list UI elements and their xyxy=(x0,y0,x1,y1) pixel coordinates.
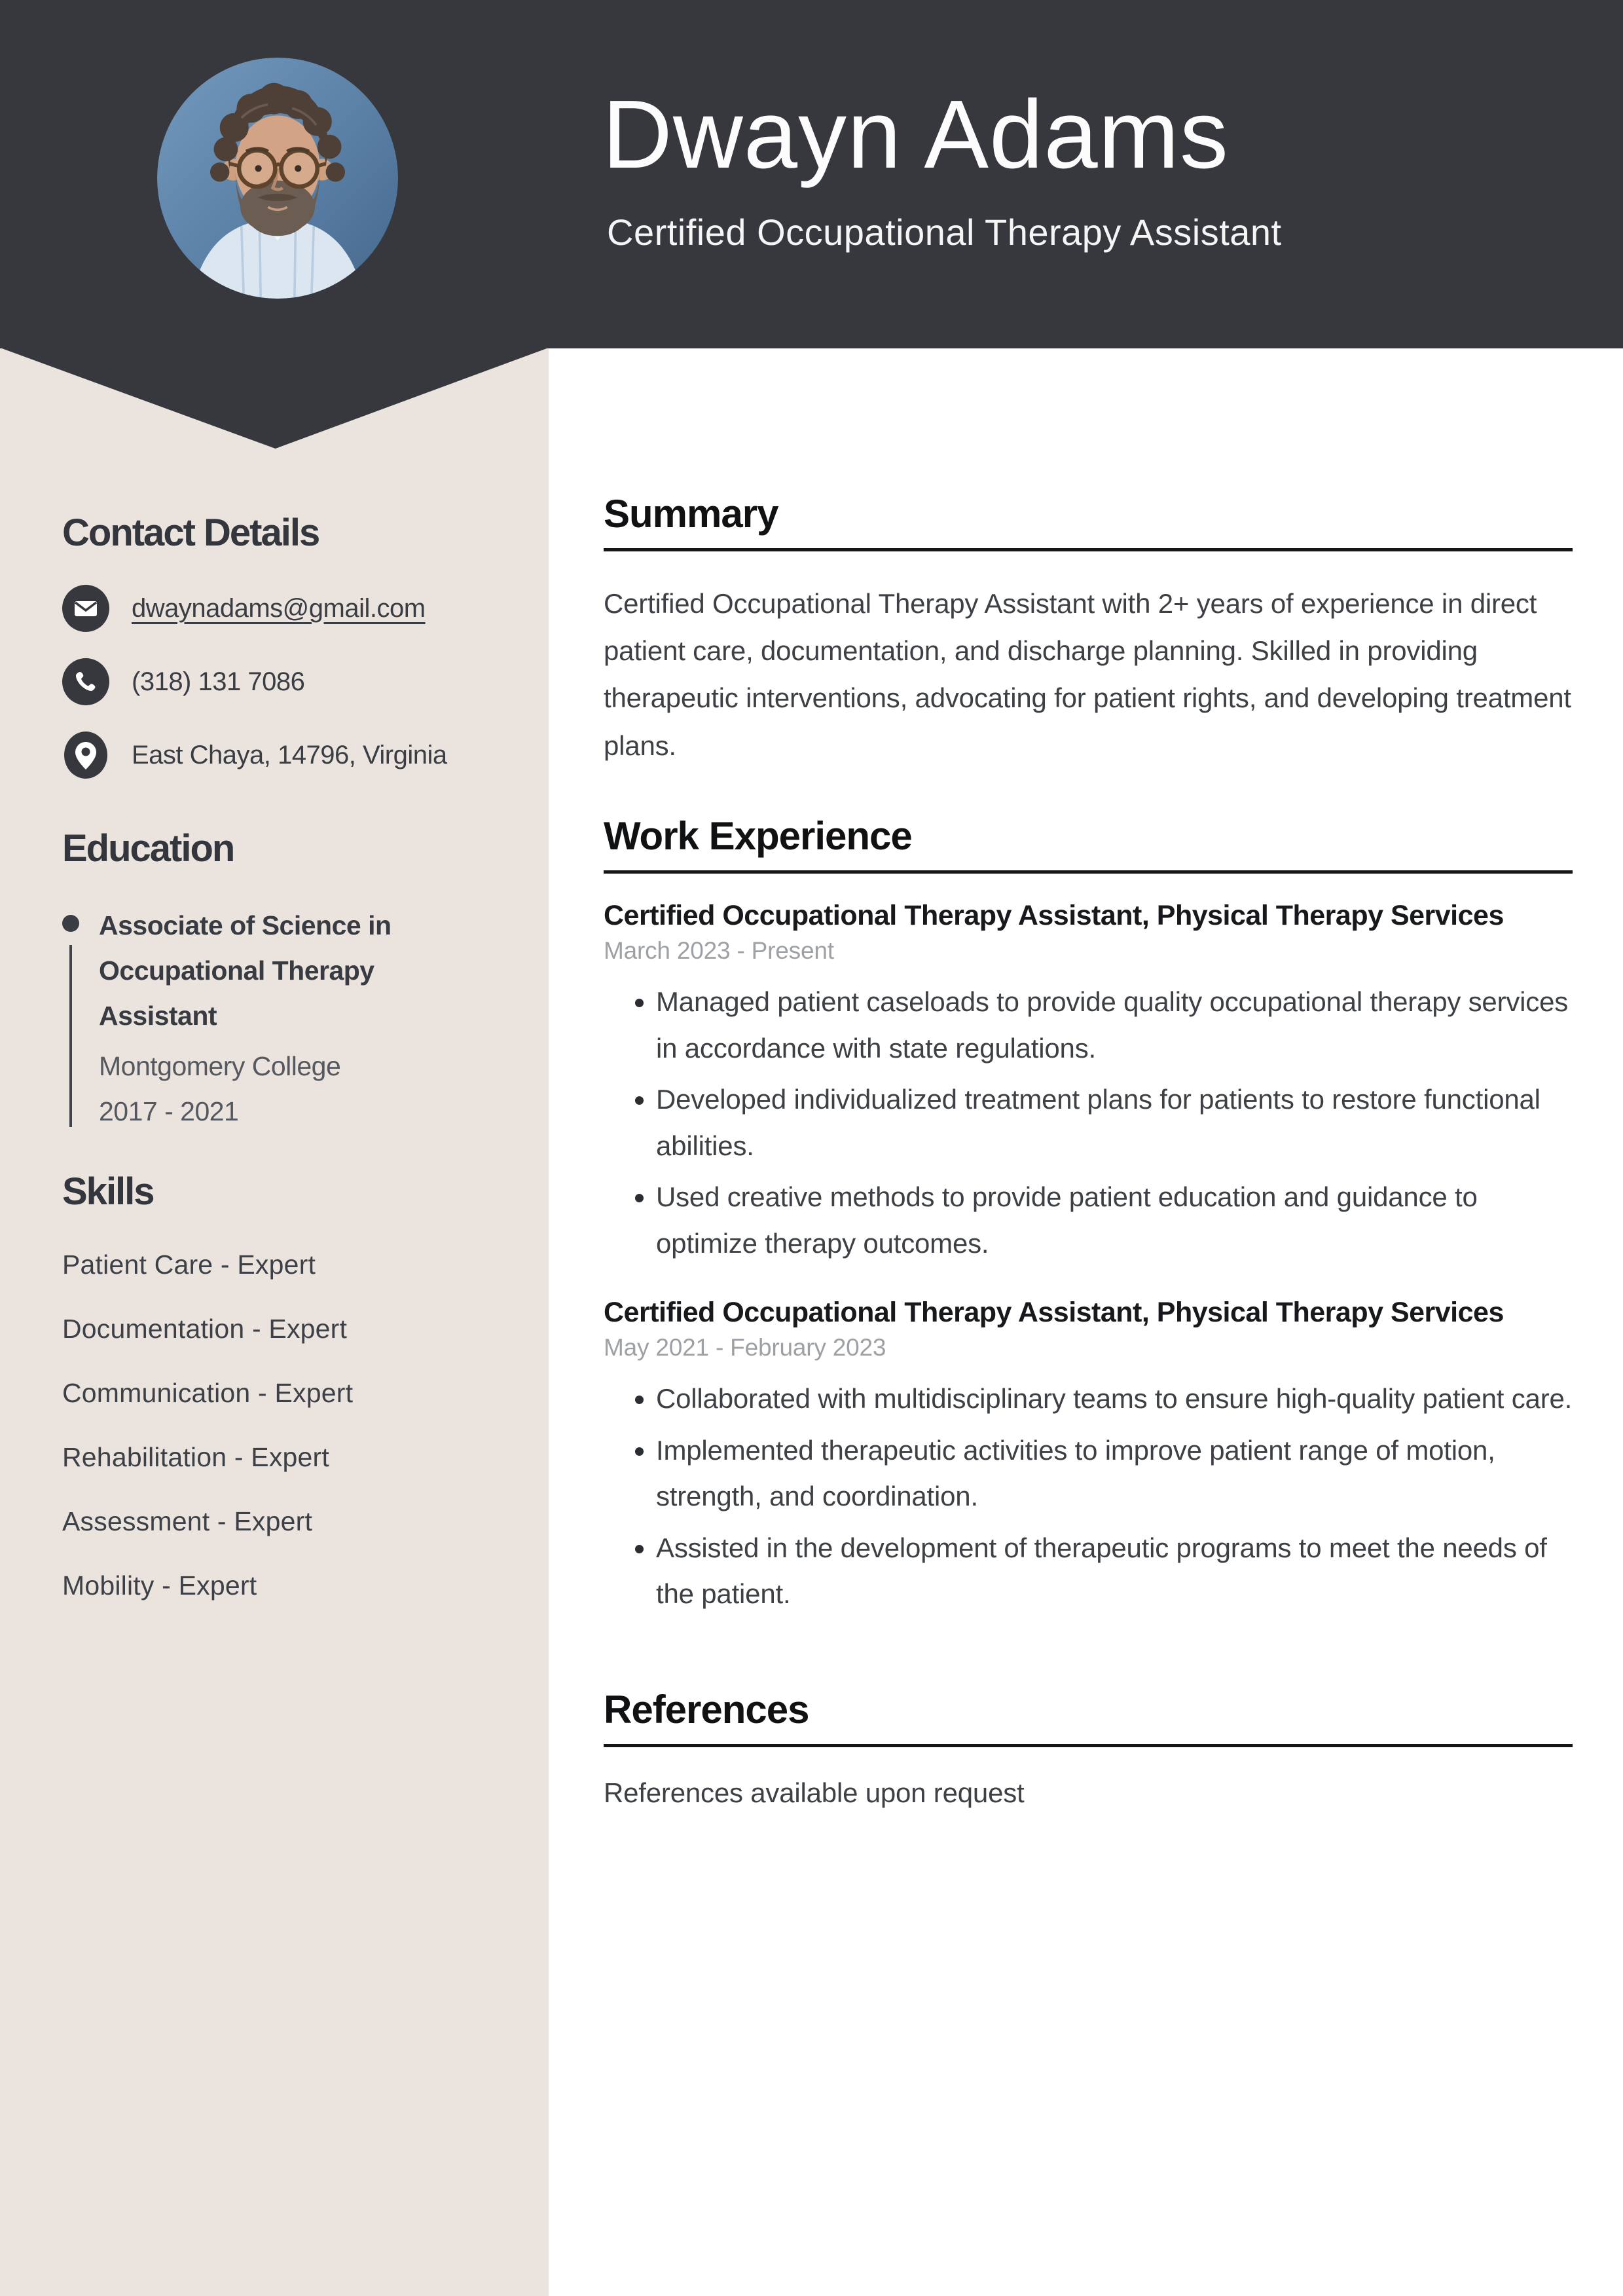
skills-heading: Skills xyxy=(62,1170,154,1213)
contact-row-phone xyxy=(62,658,507,705)
summary-text: Certified Occupational Therapy Assistant with 2+ years of experience in direct patient care, documentation, and discharge planning. Skilled in providing therapeutic interventions, advocating for patient rights, and developing treatment plans. xyxy=(604,588,1571,761)
email-link[interactable]: dwaynadams@gmail.com xyxy=(132,593,426,623)
job-bullet-list xyxy=(604,1376,1573,1618)
references-section xyxy=(604,1687,1573,1809)
education-degree: Associate of Science in Occupational Therapy Assistant xyxy=(99,910,392,1031)
skills-section xyxy=(62,1170,507,1637)
job-bullet: • Implemented therapeutic activities to improve patient range of motion, strength, and coordination. xyxy=(656,1428,1573,1520)
profile-photo xyxy=(157,58,398,299)
education-heading: Education xyxy=(62,827,234,870)
education-years: 2017 - 2021 xyxy=(99,1096,239,1126)
job-title: Certified Occupational Therapy Assistant, Physical Therapy Services xyxy=(604,1297,1504,1329)
skill-item: Assessment - Expert xyxy=(62,1506,313,1536)
job-bullet-list xyxy=(604,979,1573,1267)
education-bullet-dot xyxy=(62,915,79,932)
skill-item: Rehabilitation - Expert xyxy=(62,1442,329,1472)
skill-item: Mobility - Expert xyxy=(62,1570,257,1601)
contact-row-email xyxy=(62,585,507,632)
education-item xyxy=(62,903,507,1134)
skill-item: Documentation - Expert xyxy=(62,1314,348,1344)
education-timeline-line xyxy=(69,945,72,1127)
references-heading-rule xyxy=(604,1744,1573,1747)
skill-item: Patient Care - Expert xyxy=(62,1250,316,1280)
education-school: Montgomery College xyxy=(99,1050,341,1081)
work-experience-heading: Work Experience xyxy=(604,814,912,858)
contact-rows xyxy=(62,585,507,779)
contact-row-location xyxy=(62,731,507,779)
person-job-title: Certified Occupational Therapy Assistant xyxy=(607,212,1282,253)
skills-list xyxy=(62,1251,507,1599)
job-title: Certified Occupational Therapy Assistant, Physical Therapy Services xyxy=(604,900,1504,931)
references-heading: References xyxy=(604,1688,809,1731)
job-entry xyxy=(604,900,1573,1267)
skill-item: Communication - Expert xyxy=(62,1378,354,1408)
references-text: References available upon request xyxy=(604,1777,1025,1808)
job-bullet: • Used creative methods to provide patient education and guidance to optimize therapy outcomes. xyxy=(656,1174,1573,1267)
work-experience-section xyxy=(604,813,1573,1623)
location-pin-icon xyxy=(62,731,109,779)
location-text: East Chaya, 14796, Virginia xyxy=(132,740,447,769)
summary-heading: Summary xyxy=(604,492,778,536)
mail-icon xyxy=(62,585,109,632)
person-name: Dwayn Adams xyxy=(602,81,1229,189)
phone-icon xyxy=(62,658,109,705)
contact-details-section xyxy=(62,511,507,805)
job-period: March 2023 - Present xyxy=(604,937,834,964)
job-bullet: • Assisted in the development of therapeutic programs to meet the needs of the patient. xyxy=(656,1525,1573,1618)
phone-number: (318) 131 7086 xyxy=(132,667,305,696)
job-bullet: • Managed patient caseloads to provide quality occupational therapy services in accordance with state regulations. xyxy=(656,979,1573,1071)
education-section xyxy=(62,826,507,1134)
job-entry xyxy=(604,1297,1573,1618)
job-period: May 2021 - February 2023 xyxy=(604,1334,886,1361)
contact-details-heading: Contact Details xyxy=(62,511,319,554)
work-experience-heading-rule xyxy=(604,870,1573,874)
summary-heading-rule xyxy=(604,548,1573,551)
job-bullet: • Collaborated with multidisciplinary teams to ensure high-quality patient care. xyxy=(656,1376,1573,1422)
summary-section xyxy=(604,491,1573,769)
job-bullet: • Developed individualized treatment plans for patients to restore functional abilities. xyxy=(656,1077,1573,1169)
profile-photo-illustration xyxy=(157,58,398,299)
